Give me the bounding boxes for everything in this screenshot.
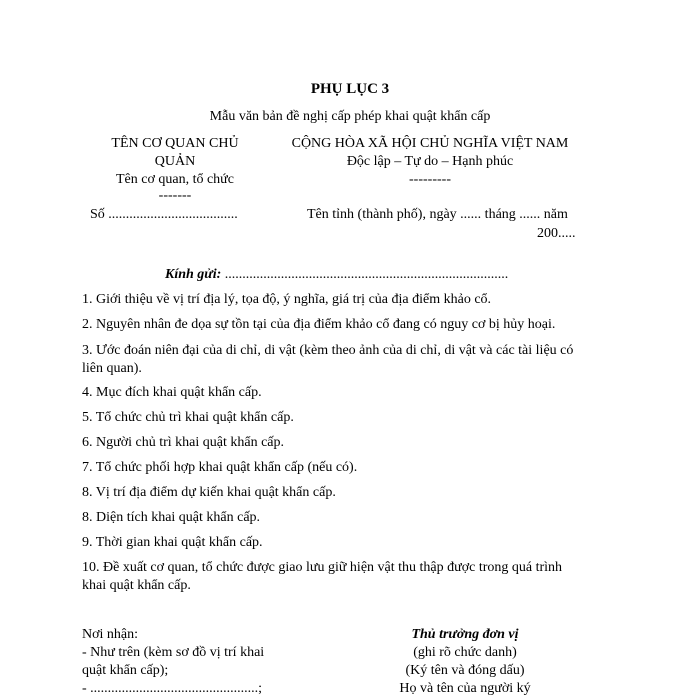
list-item-text: 6. Người chủ trì khai quật khẩn cấp.: [82, 435, 284, 450]
list-item: [82, 384, 622, 402]
recipient-line: - ................................................;: [82, 681, 263, 696]
org-name: Tên cơ quan, tổ chức: [115, 172, 234, 187]
signature-line: (Ký tên và đóng dấu): [405, 663, 525, 678]
salutation-recipient: .................................................................................: [221, 267, 509, 282]
list-item-text: 1. Giới thiệu về vị trí địa lý, tọa độ, ý nghĩa, giá trị của địa điểm khảo cổ.: [82, 292, 492, 307]
list-item-text-continued: liên quan).: [82, 361, 142, 376]
list-item-text: 2. Nguyên nhân đe dọa sự tồn tại của địa điểm khảo cổ đang có nguy cơ bị hủy hoại.: [82, 317, 556, 332]
signature-title: Thủ trưởng đơn vị: [411, 627, 519, 642]
list-item-text: 4. Mục đích khai quật khẩn cấp.: [82, 385, 262, 400]
list-item: [82, 342, 622, 378]
place-date-line: Tên tỉnh (thành phố), ngày ...... tháng ...... năm: [307, 207, 568, 222]
appendix-title: PHỤ LỤC 3: [310, 81, 390, 97]
list-item-text: 10. Đề xuất cơ quan, tổ chức được giao lưu giữ hiện vật thu thập được trong quá trình: [82, 560, 563, 575]
document-number: Số .....................................: [90, 207, 238, 222]
agency-name-line1: TÊN CƠ QUAN CHỦ: [111, 136, 239, 151]
list-item-text: 8. Diện tích khai quật khẩn cấp.: [82, 510, 261, 525]
national-motto: Độc lập – Tự do – Hạnh phúc: [346, 154, 514, 169]
list-item-text-continued: khai quật khẩn cấp.: [82, 578, 191, 593]
signature-line: Họ và tên của người ký: [399, 681, 531, 696]
place-date-year: 200.....: [537, 226, 576, 241]
list-item-text: 8. Vị trí địa điểm dự kiến khai quật khẩn cấp.: [82, 485, 336, 500]
list-item: [82, 316, 622, 334]
recipients-block: [82, 626, 322, 698]
issuing-agency-block: [90, 135, 260, 203]
signature-block: [340, 626, 590, 698]
list-item: [82, 534, 622, 552]
list-item: [82, 434, 622, 452]
agency-name-line2: QUẢN: [154, 154, 196, 169]
right-divider: ---------: [409, 172, 451, 187]
list-item: [82, 409, 622, 427]
national-header-block: [265, 135, 595, 189]
list-item: [82, 509, 622, 527]
salutation-label: Kính gửi:: [165, 267, 222, 282]
recipients-title: Nơi nhận:: [82, 627, 139, 642]
left-divider: -------: [158, 188, 192, 203]
list-item: [82, 291, 622, 309]
salutation: [165, 266, 508, 284]
list-item-text: 7. Tổ chức phối hợp khai quật khẩn cấp (nếu có).: [82, 460, 358, 475]
list-item-text: 9. Thời gian khai quật khẩn cấp.: [82, 535, 263, 550]
list-item-text: 3. Ước đoán niên đại của di chỉ, di vật (kèm theo ảnh của di chỉ, di vật và các tài liệu có: [82, 343, 574, 358]
document-subtitle: Mẫu văn bản đề nghị cấp phép khai quật khẩn cấp: [209, 109, 491, 124]
signature-line: (ghi rõ chức danh): [413, 645, 517, 660]
recipient-line: quật khẩn cấp);: [82, 663, 169, 678]
list-item-text: 5. Tổ chức chủ trì khai quật khẩn cấp.: [82, 410, 294, 425]
country-name: CỘNG HÒA XÃ HỘI CHỦ NGHĨA VIỆT NAM: [291, 136, 569, 151]
list-item: [82, 484, 622, 502]
list-item: [82, 459, 622, 477]
recipient-line: - Như trên (kèm sơ đồ vị trí khai: [82, 645, 265, 660]
list-item: [82, 559, 622, 595]
